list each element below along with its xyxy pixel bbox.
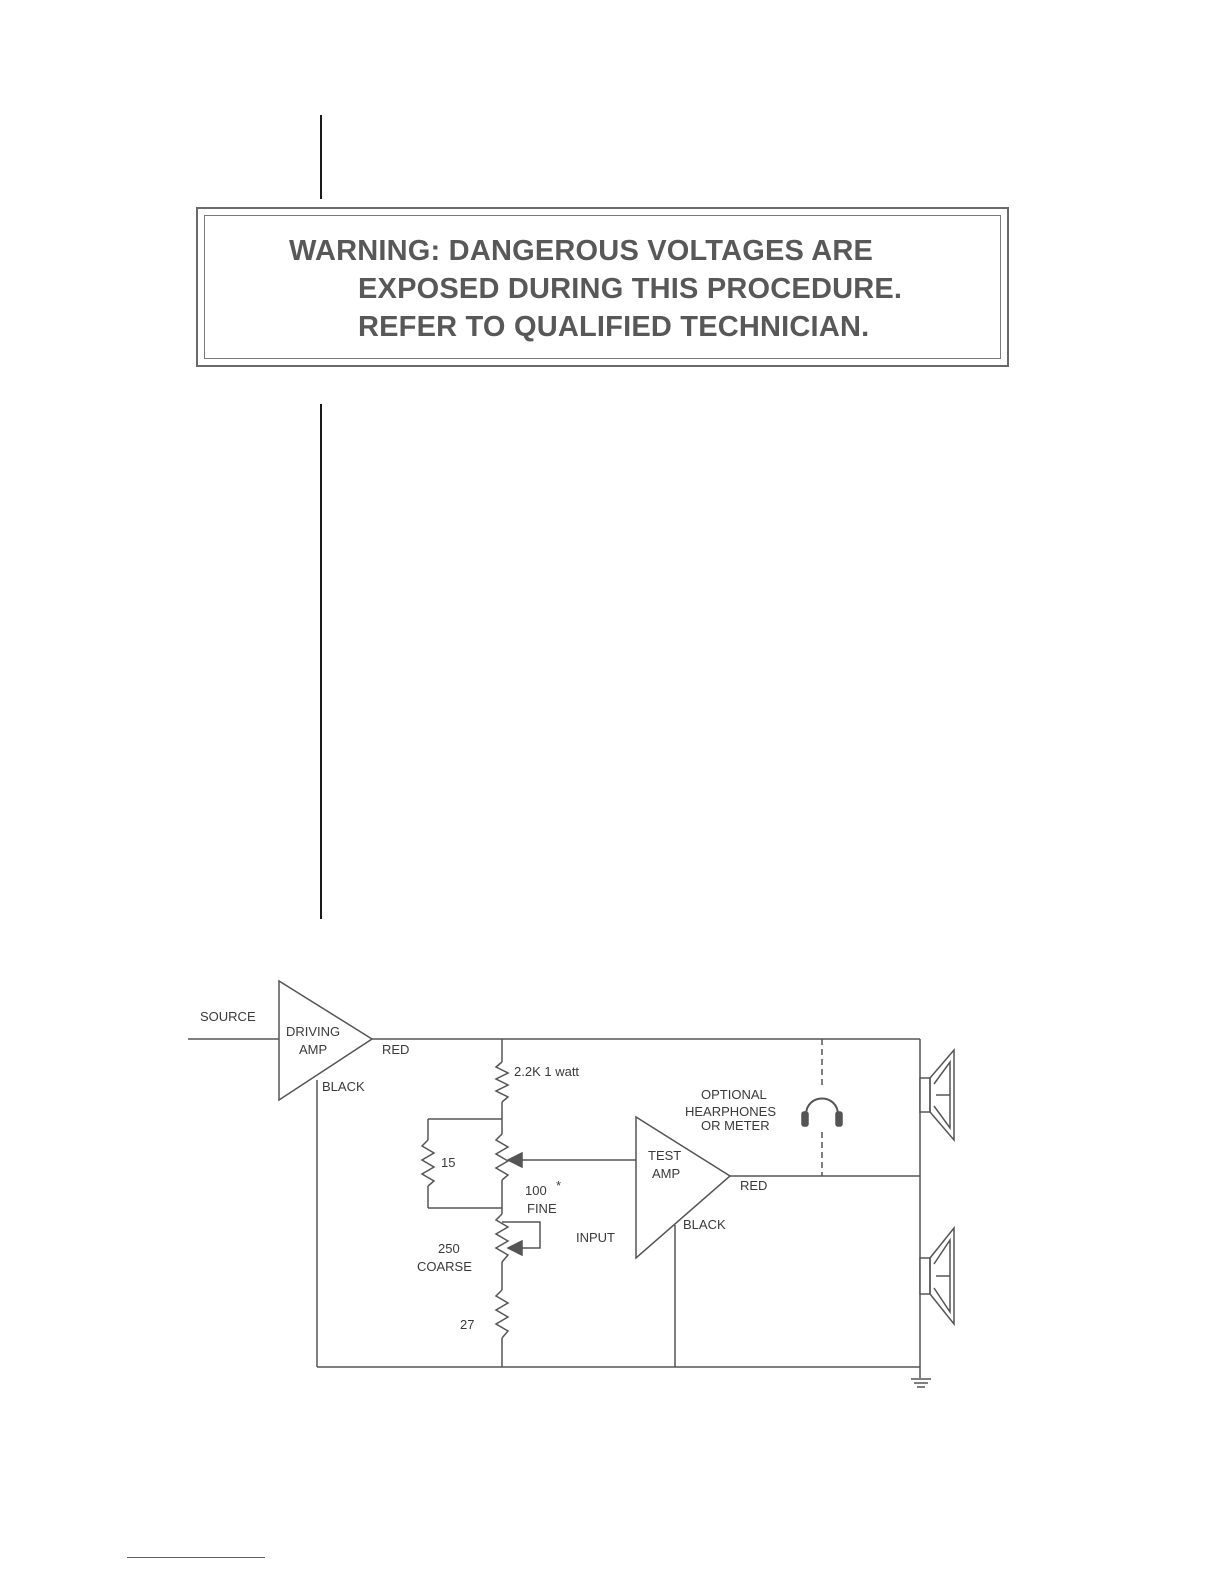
label-resistor-2k2: 2.2K 1 watt [514, 1064, 580, 1079]
footer-rule [127, 1557, 265, 1558]
test-circuit-schematic [0, 960, 1225, 1400]
potentiometer-100 [496, 1134, 508, 1180]
resistor-2k2 [496, 1062, 508, 1102]
wiper-arrow-250 [508, 1241, 522, 1255]
label-driving-amp-1: DRIVING [286, 1024, 341, 1039]
label-black-driving: BLACK [322, 1079, 365, 1094]
label-optional: OPTIONAL [701, 1087, 767, 1102]
label-source: SOURCE [200, 1009, 256, 1024]
label-test-amp-1: TEST [648, 1148, 682, 1163]
warning-box [196, 207, 1009, 367]
label-fine: FINE [527, 1201, 557, 1216]
label-black-test: BLACK [683, 1217, 726, 1232]
speaker-icon-lower [920, 1228, 954, 1324]
change-bar-middle [320, 404, 322, 919]
label-headphones: HEARPHONES [685, 1104, 777, 1119]
label-or-meter: OR METER [701, 1118, 770, 1133]
label-red-driving: RED [382, 1042, 410, 1057]
label-pot-250: 250 [438, 1241, 460, 1256]
label-red-test: RED [740, 1178, 768, 1193]
speaker-icon-upper [920, 1050, 954, 1140]
label-resistor-15: 15 [441, 1155, 456, 1170]
resistor-27 [496, 1290, 508, 1338]
warning-line-1: WARNING: DANGEROUS VOLTAGES ARE [289, 235, 874, 267]
warning-line-3: REFER TO QUALIFIED TECHNICIAN. [358, 311, 870, 343]
label-driving-amp-2: AMP [299, 1042, 328, 1057]
ground-icon [911, 1367, 931, 1387]
label-pot-100-mark: * [556, 1178, 562, 1193]
test-amp-symbol [636, 1117, 730, 1258]
headphones-icon [802, 1099, 842, 1127]
label-pot-100: 100 [525, 1183, 547, 1198]
wiper-arrow-100 [508, 1153, 522, 1167]
label-input: INPUT [576, 1230, 615, 1245]
label-coarse: COARSE [417, 1259, 472, 1274]
change-bar-top [320, 115, 322, 199]
label-test-amp-2: AMP [652, 1166, 681, 1181]
resistor-15 [422, 1140, 434, 1186]
label-resistor-27: 27 [460, 1317, 475, 1332]
potentiometer-250 [496, 1214, 508, 1262]
warning-line-2: EXPOSED DURING THIS PROCEDURE. [358, 273, 903, 305]
